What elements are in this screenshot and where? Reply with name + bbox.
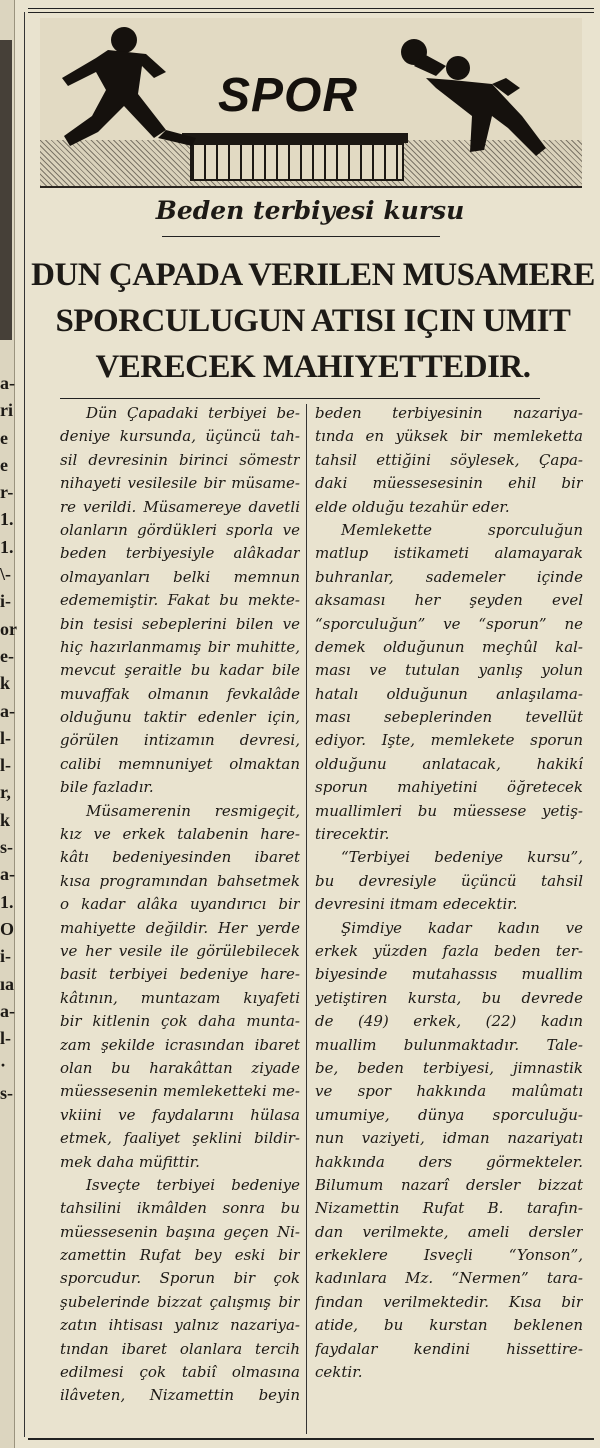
adjacent-fragment: s-	[0, 837, 13, 858]
adjacent-fragment: l-	[0, 727, 11, 748]
text-line: kız ve erkek talabenin hare-	[60, 825, 300, 844]
text-line: vkiini ve faydalarını hülasa	[60, 1105, 300, 1124]
text-line: deniye kursunda, üçüncü tah-	[60, 427, 300, 446]
adjacent-fragment: e-	[0, 645, 14, 666]
text-line: be, beden terbiyesi, jimnastik	[315, 1058, 583, 1077]
text-line: matlup istikameti alamayarak	[315, 544, 583, 563]
text-line: olmayanları belki memnun	[60, 567, 300, 586]
adjacent-fragment: \-	[0, 564, 11, 585]
adjacent-fragment: a-	[0, 700, 15, 721]
text-line: bile fazladır.	[60, 778, 154, 797]
text-line: Isveçte terbiyei bedeniye	[86, 1175, 300, 1194]
text-line: faydalar kendini hissettire-	[315, 1339, 583, 1358]
text-line: o kadar alâka uyandırıcı bir	[60, 895, 300, 914]
article-column-right	[315, 402, 583, 1384]
adjacent-fragment: r,	[0, 782, 11, 803]
text-line: ve spor hakkında malûmatı	[315, 1082, 583, 1101]
text-line: muallim bulunmaktadır. Tale-	[315, 1035, 583, 1054]
text-line: ilâveten, Nizamettin beyin	[60, 1386, 300, 1405]
headline-line: VERECEK MAHIYETTEDIR.	[95, 349, 531, 385]
text-line: “sporculuğun” ve “sporun” ne	[315, 614, 583, 633]
text-line: zam şekilde icrasından ibaret	[60, 1035, 300, 1054]
column-divider-middle	[306, 404, 307, 1434]
kicking-player-figure	[46, 20, 216, 170]
text-line: daki müessesesinin ehil bir	[315, 474, 583, 493]
text-line: kısa programından bahsetmek	[60, 871, 300, 890]
text-line: kâtı bedeniyesinden ibaret	[60, 848, 300, 867]
adjacent-fragment: ıa	[0, 973, 15, 994]
adjacent-fragment: a-	[0, 373, 15, 393]
adjacent-fragment: or	[0, 618, 17, 639]
text-line: müessesenin memleketteki me-	[60, 1082, 300, 1101]
text-line: olduğunu anlatacak, hakikî	[315, 754, 583, 773]
text-line: elde olduğu tezahür eder.	[315, 497, 510, 516]
text-line: Bilumum nazarî dersler bizzat	[315, 1175, 583, 1194]
adjacent-column-fragments	[0, 370, 22, 1107]
adjacent-fragment: k	[0, 809, 11, 830]
text-line: yetiştiren kursta, bu devrede	[315, 988, 583, 1007]
adjacent-fragment: O	[0, 918, 15, 939]
adjacent-fragment: 1.	[0, 536, 14, 557]
text-line: demek olduğunun meçhûl kal-	[315, 637, 583, 656]
adjacent-fragment: a-	[0, 1000, 15, 1021]
text-line: buhranlar, sademeler içinde	[315, 567, 583, 586]
text-line: dan verilmekte, ameli dersler	[315, 1222, 583, 1241]
text-line: sporcudur. Sporun bir çok	[60, 1269, 300, 1288]
text-line: Müsamerenin resmigeçit,	[86, 801, 300, 820]
text-line: nihayeti vesilesile bir müsame-	[60, 474, 300, 493]
text-line: tahsilini ikmâlden sonra bu	[60, 1199, 300, 1218]
adjacent-fragment: e	[0, 454, 8, 475]
text-line: edilmesi çok tabiî olmasına	[60, 1363, 300, 1382]
text-line: görülen intizamın devresi,	[60, 731, 300, 750]
text-line: olduğunu taktir edenler için,	[60, 708, 300, 727]
text-line: Nizamettin Rufat B. tarafın-	[315, 1199, 583, 1218]
text-line: tında en yüksek bir memleketta	[315, 427, 583, 446]
text-line: sil devresinin birinci sömestr	[60, 450, 300, 469]
text-line: biyesinde mutahassıs muallim	[315, 965, 583, 984]
text-line: zamettin Rufat bey eski bir	[60, 1246, 300, 1265]
text-line: erkeklere Isveçli “Yonson”,	[315, 1246, 583, 1265]
bottom-rule	[28, 1438, 594, 1440]
adjacent-fragment: a-	[0, 864, 15, 885]
text-line: “Terbiyei bedeniye kursu”,	[341, 848, 583, 867]
text-line: şubelerinde bizzat çalışmış bir	[60, 1292, 300, 1311]
text-line: hatalı olduğunun anlaşılama-	[315, 684, 583, 703]
text-line: muallimleri bu müessese yetiş-	[315, 801, 583, 820]
text-line: ması sebeplerinden tevellüt	[315, 708, 583, 727]
top-rule	[28, 8, 594, 13]
text-line: muvaffak olmanın fevkalâde	[60, 684, 300, 703]
text-line: sporun mahiyetini öğretecek	[315, 778, 583, 797]
text-line: aksaması her şeyden evel	[315, 591, 583, 610]
text-line: devresini itmam edecektir.	[315, 895, 518, 914]
text-line: hakkında ders görmekteler.	[315, 1152, 583, 1171]
text-line: erkek yüzden fazla beden ter-	[315, 941, 583, 960]
adjacent-fragment: e	[0, 427, 8, 448]
text-line: basit terbiyei bedeniye hare-	[60, 965, 300, 984]
text-line: nun vaziyeti, idman nazariyatı	[315, 1129, 583, 1148]
article-headline	[30, 252, 596, 390]
text-line: müessesenin başına geçen Ni-	[60, 1222, 300, 1241]
text-line: atide, bu kurstan beklenen	[315, 1316, 583, 1335]
adjacent-fragment: 1.	[0, 891, 14, 912]
article-kicker: Beden terbiyesi kursu	[155, 196, 465, 225]
goalkeeper-figure	[396, 18, 576, 178]
text-line: tirecektir.	[315, 825, 390, 844]
text-line: etmek, faaliyet şeklini bildir-	[60, 1129, 300, 1148]
adjacent-fragment: l-	[0, 1028, 11, 1049]
headline-line: SPORCULUGUN ATISI IÇIN UMIT	[55, 303, 571, 339]
text-line: kâtının, muntazam kıyafeti	[60, 988, 300, 1007]
text-line: Dün Çapadaki terbiyei be-	[86, 404, 300, 422]
text-line: cektir.	[315, 1363, 363, 1382]
text-line: Şimdiye kadar kadın ve	[341, 918, 583, 937]
text-line: olanların gördükleri sporla ve	[60, 520, 300, 539]
adjacent-fragment: 1.	[0, 509, 14, 530]
text-line: mevcut şeraitle bu kadar bile	[60, 661, 300, 680]
text-line: bir kitlenin çok daha munta-	[60, 1012, 300, 1031]
text-line: ve her vesile ile görülebilecek	[60, 941, 300, 960]
text-line: Memlekette sporculuğun	[341, 520, 583, 539]
text-line: fından verilmektedir. Kısa bir	[315, 1292, 583, 1311]
text-line: hiç hazırlanmamış bir muhitte,	[60, 637, 300, 656]
text-line: re verildi. Müsamereye davetli	[60, 497, 300, 516]
column-divider-left	[24, 12, 25, 1437]
kicker-underline	[162, 236, 440, 237]
text-line: calibi memnuniyet olmaktan	[60, 754, 300, 773]
text-line: beden terbiyesinin nazariya-	[315, 404, 583, 422]
text-line: tahsil ettiğini söylesek, Çapa-	[315, 450, 583, 469]
text-line: olan bu harakâttan ziyade	[60, 1058, 300, 1077]
text-line: tından ibaret olanlara tercih	[60, 1339, 300, 1358]
text-line: zatın ihtisası yalnız nazariya-	[60, 1316, 300, 1335]
text-line: ması ve tutulan yanlış yolun	[315, 661, 583, 680]
text-line: mahiyette değildir. Her yerde	[60, 918, 300, 937]
text-line: kadınlara Mz. “Nermen” tara-	[315, 1269, 583, 1288]
headline-rule	[60, 398, 540, 399]
text-line: de (49) erkek, (22) kadın	[315, 1012, 583, 1031]
text-line: umumiye, dünya sporculuğu-	[315, 1105, 583, 1124]
article-column-left	[60, 402, 300, 1408]
adjacent-fragment: ri	[0, 400, 13, 421]
adjacent-fragment: i-	[0, 946, 11, 967]
adjacent-fragment: l-	[0, 755, 11, 776]
headline-line: DUN ÇAPADA VERILEN MUSAMERE	[31, 257, 595, 293]
adjacent-fragment: r-	[0, 482, 14, 503]
text-line: edememiştir. Fakat bu mekte-	[60, 591, 300, 610]
adjacent-fragment: k	[0, 673, 11, 694]
adjacent-fragment: i-	[0, 591, 11, 612]
stadium-stand	[190, 143, 404, 181]
text-line: beden terbiyesiyle alâkadar	[60, 544, 300, 563]
text-line: bu devresiyle üçüncü tahsil	[315, 871, 583, 890]
adjacent-column-blot	[0, 40, 12, 340]
adjacent-fragment: ·	[0, 1055, 7, 1076]
text-line: bin tesisi sebeplerini bilen ve	[60, 614, 300, 633]
spor-banner-illustration	[40, 18, 582, 188]
text-line: ediyor. Işte, memlekete sporun	[315, 731, 583, 750]
banner-title: SPOR	[218, 69, 359, 122]
adjacent-fragment: s-	[0, 1082, 13, 1103]
text-line: mek daha müfittir.	[60, 1152, 200, 1171]
